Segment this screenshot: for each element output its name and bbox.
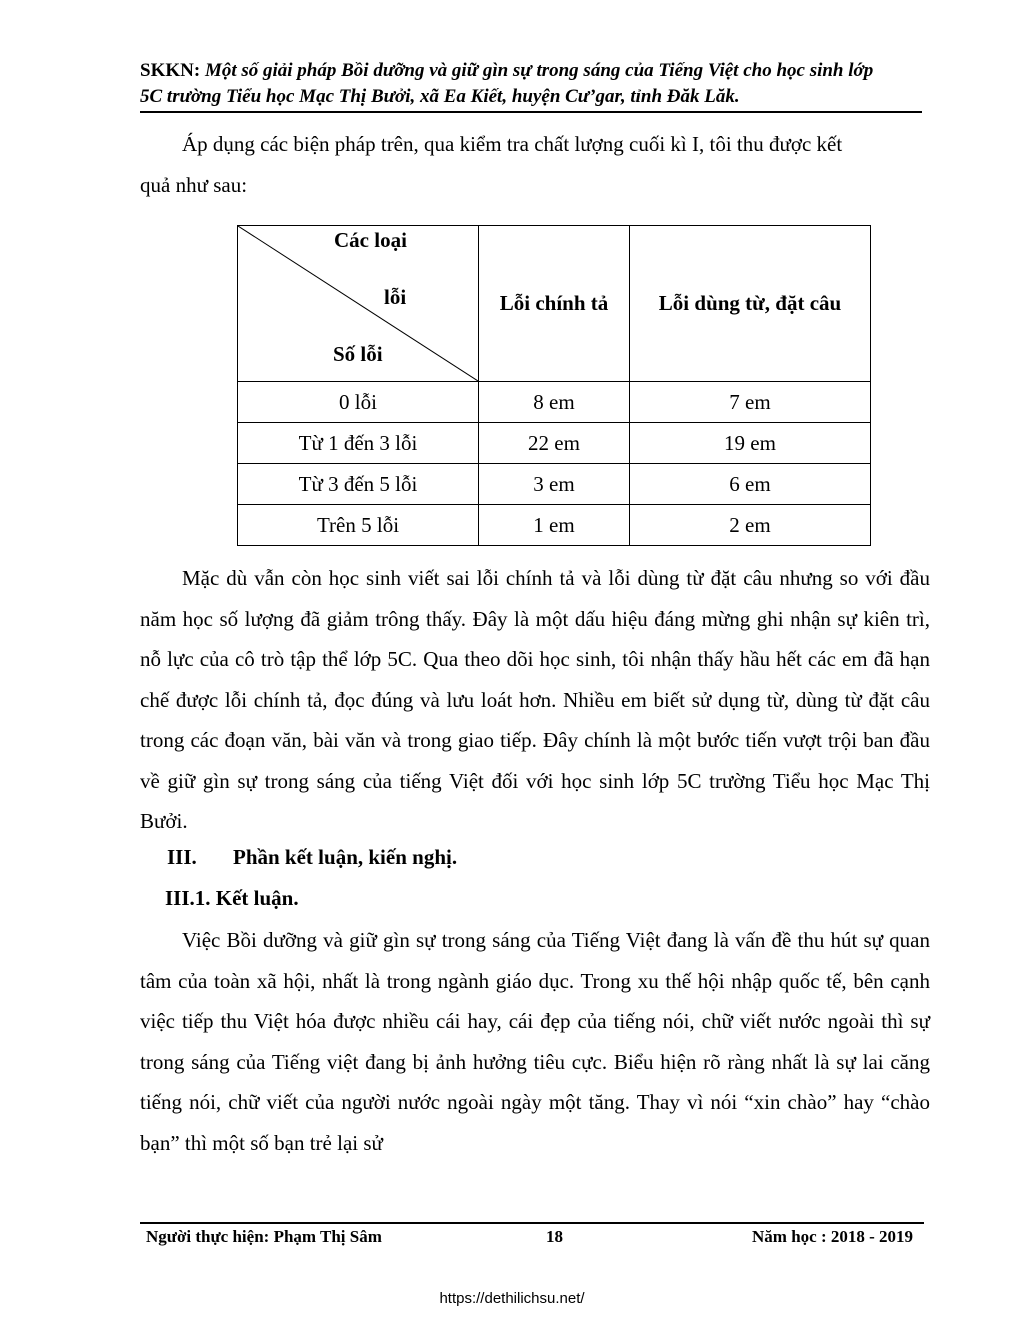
intro-line-1: Áp dụng các biện pháp trên, qua kiểm tra chất lượng cuối kì I, tôi thu được kết <box>182 132 843 156</box>
footer-year: Năm học : 2018 - 2019 <box>752 1227 914 1246</box>
header-col-1: Lỗi chính tả <box>479 226 630 382</box>
body-paragraph-2 <box>140 558 930 842</box>
row-cell-1: 3 em <box>479 464 630 505</box>
row-cell-2: 7 em <box>630 382 871 423</box>
row-label: Từ 1 đến 3 lỗi <box>238 423 479 464</box>
header-line-1 <box>140 58 922 84</box>
corner-top-label: Các loại <box>334 228 407 252</box>
header-col-2: Lỗi dùng từ, đặt câu <box>630 226 871 382</box>
paragraph-2-text: Mặc dù vẫn còn học sinh viết sai lỗi chính tả và lỗi dùng từ đặt câu nhưng so với đầu năm học số lượng đã giảm trông thấy. Đây là một dấu hiệu đáng mừng ghi nhận sự kiên trì, nỗ lực của cô trò tập thể lớp 5C. Qua theo dõi học sinh, tôi nhận thấy hầu hết các em đã hạn chế được lỗi chính tả, đọc đúng và lưu loát hơn. Nhiều em biết sử dụng từ, dùng từ đặt câu trong các đoạn văn, bài văn và trong giao tiếp. Đây chính là một bước tiến vượt trội ban đầu về giữ gìn sự trong sáng của tiếng Việt đối với học sinh lớp 5C trường Tiểu học Mạc Thị Bưởi. <box>140 566 930 833</box>
row-cell-1: 8 em <box>479 382 630 423</box>
row-label: 0 lỗi <box>238 382 479 423</box>
page-header <box>140 58 922 110</box>
row-cell-2: 19 em <box>630 423 871 464</box>
corner-mid-label: lỗi <box>384 285 407 309</box>
subsection-title: III.1. Kết luận. <box>165 886 299 910</box>
intro-paragraph <box>140 124 930 205</box>
corner-cell <box>238 226 479 382</box>
header-title-1: Một số giải pháp Bồi dưỡng và giữ gìn sự trong sáng của Tiếng Việt cho học sinh lớp <box>204 60 874 81</box>
results-table <box>237 225 871 546</box>
table-row <box>238 464 871 505</box>
body-paragraph-3 <box>140 920 930 1163</box>
section-number: III. <box>167 845 197 869</box>
table-header-row <box>238 226 871 382</box>
section-title: Phần kết luận, kiến nghị. <box>233 845 458 869</box>
footer-rule <box>140 1222 924 1224</box>
intro-line-2: quả như sau: <box>140 172 248 197</box>
table-row <box>238 382 871 423</box>
footer-author: Người thực hiện: Phạm Thị Sâm <box>146 1227 382 1246</box>
row-label: Trên 5 lỗi <box>238 505 479 546</box>
table-row <box>238 423 871 464</box>
table-row <box>238 505 871 546</box>
row-label: Từ 3 đến 5 lỗi <box>238 464 479 505</box>
source-url: https://dethilichsu.net/ <box>439 1290 585 1307</box>
row-cell-1: 22 em <box>479 423 630 464</box>
header-title-2: 5C trường Tiểu học Mạc Thị Bưởi, xã Ea Kiết, huyện Cư’gar, tỉnh Đăk Lăk. <box>140 86 740 107</box>
paragraph-3-text: Việc Bồi dưỡng và giữ gìn sự trong sáng của Tiếng Việt đang là vấn đề thu hút sự quan tâm của toàn xã hội, nhất là trong ngành giáo dục. Trong xu thế hội nhập quốc tế, bên cạnh việc tiếp thu Việt hóa được nhiều cái hay, cái đẹp của tiếng nói, chữ viết nước ngoài thì sự trong sáng của Tiếng việt đang bị ảnh hưởng tiêu cực. Biểu hiện rõ ràng nhất là sự lai căng tiếng nói, chữ viết của người nước ngoài ngày một tăng. Thay vì nói “xin chào” hay “chào bạn” thì một số bạn trẻ lại sử <box>140 928 930 1155</box>
header-prefix: SKKN: <box>140 60 201 81</box>
page-number: 18 <box>546 1227 563 1246</box>
row-cell-1: 1 em <box>479 505 630 546</box>
corner-bottom-label: Số lỗi <box>333 342 383 366</box>
row-cell-2: 6 em <box>630 464 871 505</box>
row-cell-2: 2 em <box>630 505 871 546</box>
header-rule <box>140 111 922 113</box>
